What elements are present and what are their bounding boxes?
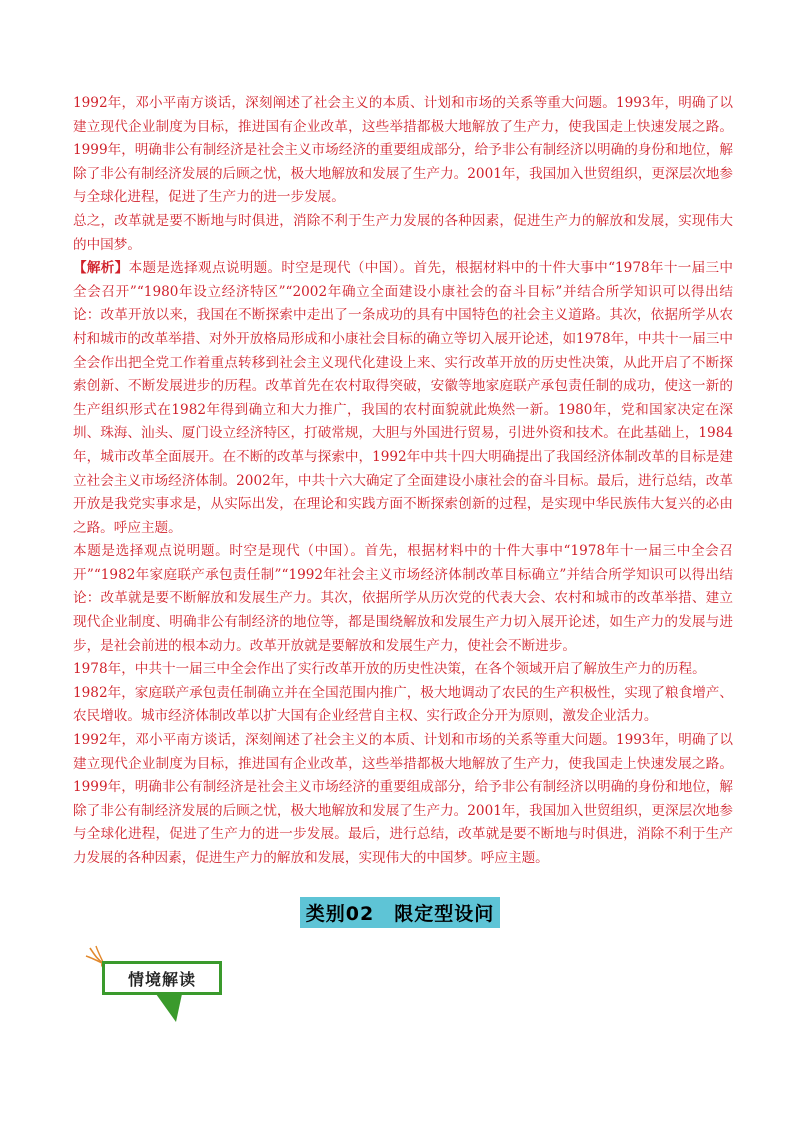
paragraph-5: 1978年，中共十一届三中全会作出了实行改革开放的历史性决策，在各个领域开启了解放生产力的历程。 (73, 661, 706, 678)
answer-text (73, 92, 733, 871)
analysis-paragraph (73, 257, 733, 540)
ribbon-icon (156, 994, 186, 1024)
section-badge (82, 944, 232, 1024)
analysis-text: 本题是选择观点说明题。时空是现代（中国）。首先，根据材料中的十件大事中“1978年十一届三中全会召开”“1980年设立经济特区”“2002年确立全面建设小康社会的奋斗目标”并结合所学知识可以得出结论：改革开放以来，我国在不断探索中走出了一条成功的具有中国特色的社会主义道路。其次，依据所学从农村和城市的改革举措、对外开放格局形成和小康社会目标的确立等切入展开论述，如1978年，中共十一届三中全会作出把全党工作着重点转移到社会主义现代化建设上来、实行改革开放的历史性决策，从此开启了不断探索创新、不断发展进步的历程。改革首先在农村取得突破，安徽等地家庭联产承包责任制的成功，使这一新的生产组织形式在1982年得到确立和大力推广，我国的农村面貌就此焕然一新。1980年，党和国家决定在深圳、珠海、汕头、厦门设立经济特区，打破常规，大胆与外国进行贸易，引进外资和技术。在此基础上，1984年，城市改革全面展开。在不断的改革与探索中，1992年中共十四大明确提出了我国经济体制改革的目标是建立社会主义市场经济体制。2002年，中共十六大确定了全面建设小康社会的奋斗目标。最后，进行总结，改革开放是我党实事求是，从实际出发，在理论和实践方面不断探索创新的过程，是实现中华民族伟大复兴的必由之路。呼应主题。 (73, 260, 733, 536)
paragraph-4: 本题是选择观点说明题。时空是现代（中国）。首先，根据材料中的十件大事中“1978年十一届三中全会召开”“1982年家庭联产承包责任制”“1992年社会主义市场经济体制改革目标确立”并结合所学知识可以得出结论：改革就是要不断解放和发展生产力。其次，依据所学从历次党的代表大会、农村和城市的改革举措、建立现代企业制度、明确非公有制经济的地位等，都是围绕解放和发展生产力切入展开论述，如生产力的发展与进步，是社会前进的根本动力。改革开放就是要解放和发展生产力，使社会不断进步。 (73, 543, 733, 654)
paragraph-7: 1992年，邓小平南方谈话，深刻阐述了社会主义的本质、计划和市场的关系等重大问题。1993年，明确了以建立现代企业制度为目标，推进国有企业改革，这些举措都极大地解放了生产力，使我国走上快速发展之路。1999年，明确非公有制经济是社会主义市场经济的重要组成部分，给予非公有制经济以明确的身份和地位，解除了非公有制经济发展的后顾之忧，极大地解放和发展了生产力。2001年，我国加入世贸组织，更深层次地参与全球化进程，促进了生产力的进一步发展。最后，进行总结，改革就是要不断地与时俱进，消除不利于生产力发展的各种因素，促进生产力的解放和发展，实现伟大的中国梦。呼应主题。 (73, 732, 733, 866)
category-heading-text: 类别02 限定型设问 (300, 897, 500, 928)
category-heading (0, 897, 800, 927)
analysis-label: 【解析】 (73, 260, 129, 277)
badge-label: 情境解读 (127, 969, 196, 989)
badge-box (102, 961, 222, 995)
paragraph-1: 1992年，邓小平南方谈话，深刻阐述了社会主义的本质、计划和市场的关系等重大问题。1993年，明确了以建立现代企业制度为目标，推进国有企业改革，这些举措都极大地解放了生产力，使我国走上快速发展之路。1999年，明确非公有制经济是社会主义市场经济的重要组成部分，给予非公有制经济以明确的身份和地位，解除了非公有制经济发展的后顾之忧，极大地解放和发展了生产力。2001年，我国加入世贸组织，更深层次地参与全球化进程，促进了生产力的进一步发展。 (73, 95, 733, 206)
paragraph-6: 1982年，家庭联产承包责任制确立并在全国范围内推广，极大地调动了农民的生产积极性，实现了粮食增产、农民增收。城市经济体制改革以扩大国有企业经营自主权、实行政企分开为原则，激发企业活力。 (73, 684, 733, 725)
paragraph-2: 总之，改革就是要不断地与时俱进，消除不利于生产力发展的各种因素，促进生产力的解放和发展，实现伟大的中国梦。 (73, 212, 733, 253)
